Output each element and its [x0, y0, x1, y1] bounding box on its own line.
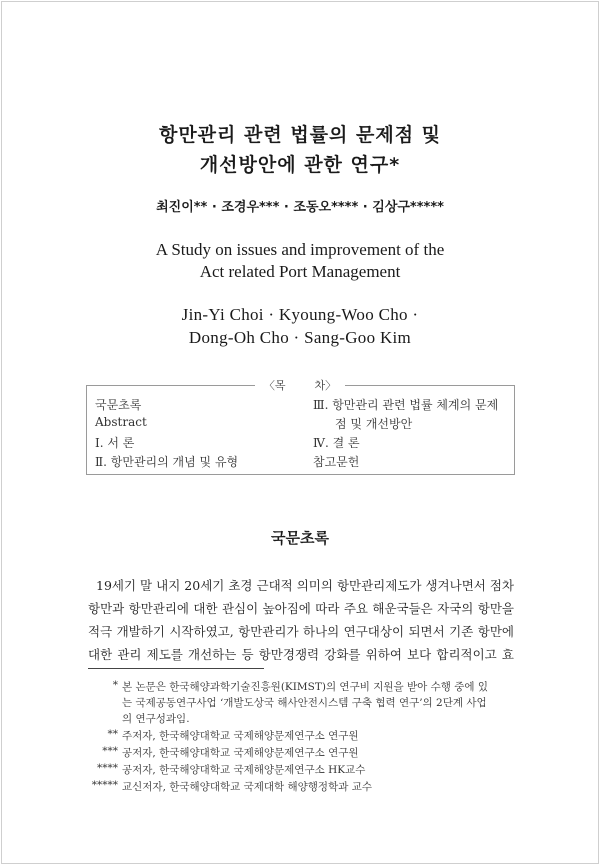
- toc-left-item[interactable]: 국문초록: [95, 398, 142, 412]
- abstract-line: 적극 개발하기 시작하였고, 항만관리가 하나의 연구대상이 되면서 기존 항만에: [88, 624, 514, 639]
- footnote-mark: *****: [91, 779, 118, 791]
- abstract-heading: 국문초록: [271, 529, 329, 547]
- title-en-line2: Act related Port Management: [199, 262, 401, 281]
- authors-en-line2: Dong-Oh Cho · Sang-Goo Kim: [188, 328, 412, 347]
- abstract-line: 대한 관리 제도를 개선하는 등 항만경쟁력 강화를 위하여 보다 합리적이고 효: [88, 647, 514, 662]
- abstract-line: 19세기 말 내지 20세기 초경 근대적 의미의 항만관리제도가 생겨나면서 점차: [96, 578, 514, 593]
- footnote-mark: **: [107, 728, 118, 740]
- toc-header-right: 차〉: [314, 379, 337, 392]
- footnote-divider: [88, 668, 264, 669]
- abstract-line: 항만과 항만관리에 대한 관심이 높아짐에 따라 주요 해운국들은 자국의 항만을: [88, 601, 514, 616]
- toc-right-item[interactable]: 참고문헌: [313, 455, 360, 469]
- toc-header: [255, 377, 345, 393]
- footnote-mark: *: [112, 679, 118, 691]
- toc-left-item[interactable]: Ⅰ. 서 론: [95, 436, 135, 450]
- footnote-mark: ***: [102, 745, 118, 757]
- title-ko-line1: 항만관리 관련 법률의 문제점 및: [158, 124, 442, 146]
- title-en-line1: A Study on issues and improvement of the: [155, 240, 445, 259]
- authors-ko: 최진이** · 조경우*** · 조동오**** · 김상구*****: [156, 200, 444, 215]
- footnote-text: 주저자, 한국해양대학교 국제해양문제연구소 연구원: [122, 730, 359, 742]
- footnote-mark: ****: [97, 762, 118, 774]
- toc-right-item-cont[interactable]: 점 및 개선방안: [335, 417, 413, 431]
- authors-en-line1: Jin-Yi Choi · Kyoung-Woo Cho ·: [181, 305, 419, 324]
- toc-right-item[interactable]: Ⅲ. 항만관리 관련 법률 체계의 문제: [313, 398, 499, 412]
- table-of-contents: [86, 379, 515, 475]
- footnote-text: 교신저자, 한국해양대학교 국제대학 해양행정학과 교수: [122, 781, 372, 793]
- toc-header-left: 〈목: [263, 379, 286, 392]
- title-ko-line2: 개선방안에 관한 연구*: [199, 154, 401, 176]
- toc-left-item[interactable]: Abstract: [95, 415, 147, 429]
- footnote-text: 공저자, 한국해양대학교 국제해양문제연구소 HK교수: [122, 764, 366, 776]
- footnote-text: 공저자, 한국해양대학교 국제해양문제연구소 연구원: [122, 747, 359, 759]
- toc-left-item[interactable]: Ⅱ. 항만관리의 개념 및 유형: [95, 455, 239, 469]
- toc-right-item[interactable]: Ⅳ. 결 론: [313, 436, 360, 450]
- footnote-text: 의 연구성과임.: [122, 713, 190, 725]
- footnote-text: 는 국제공동연구사업 ‘개발도상국 해사안전시스템 구축 협력 연구’의 2단계 사업: [122, 697, 487, 709]
- footnote-text: 본 논문은 한국해양과학기술진흥원(KIMST)의 연구비 지원을 받아 수행 중에 있: [122, 681, 488, 693]
